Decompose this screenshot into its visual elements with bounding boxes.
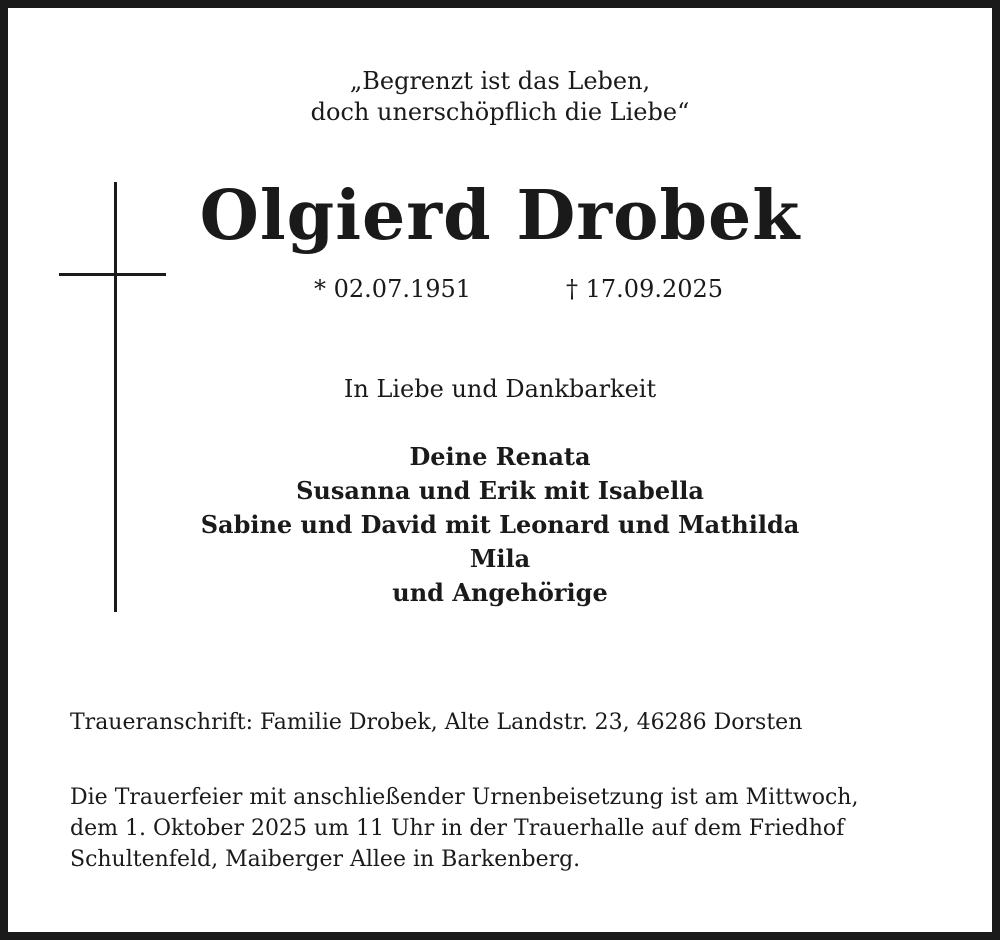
quote-line-2: doch unerschöpflich die Liebe“ xyxy=(310,98,690,126)
mourner-line: Sabine und David mit Leonard und Mathilda xyxy=(200,510,800,539)
mourner-line: Susanna und Erik mit Isabella xyxy=(296,476,704,505)
service-line-2: dem 1. Oktober 2025 um 11 Uhr in der Trauerhalle auf dem Friedhof xyxy=(70,816,845,841)
death-date: † 17.09.2025 xyxy=(566,275,724,303)
mourning-address: Traueranschrift: Familie Drobek, Alte Landstr. 23, 46286 Dorsten xyxy=(70,710,803,735)
obituary-notice xyxy=(8,8,992,932)
quote xyxy=(0,66,1000,128)
mourner-line: Mila xyxy=(469,544,531,573)
dedication: In Liebe und Dankbarkeit xyxy=(343,375,657,403)
service-info xyxy=(70,782,970,875)
service-line-1: Die Trauerfeier mit anschließender Urnenbeisetzung ist am Mittwoch, xyxy=(70,785,859,810)
service-line-3: Schultenfeld, Maiberger Allee in Barkenberg. xyxy=(70,847,581,872)
birth-date: * 02.07.1951 xyxy=(314,275,472,303)
deceased-name: Olgierd Drobek xyxy=(199,176,801,256)
mourners-list xyxy=(0,440,1000,610)
mourner-line: und Angehörige xyxy=(392,578,608,607)
quote-line-1: „Begrenzt ist das Leben, xyxy=(349,67,651,95)
mourner-line: Deine Renata xyxy=(409,442,591,471)
cross-horizontal-bar xyxy=(59,273,166,276)
